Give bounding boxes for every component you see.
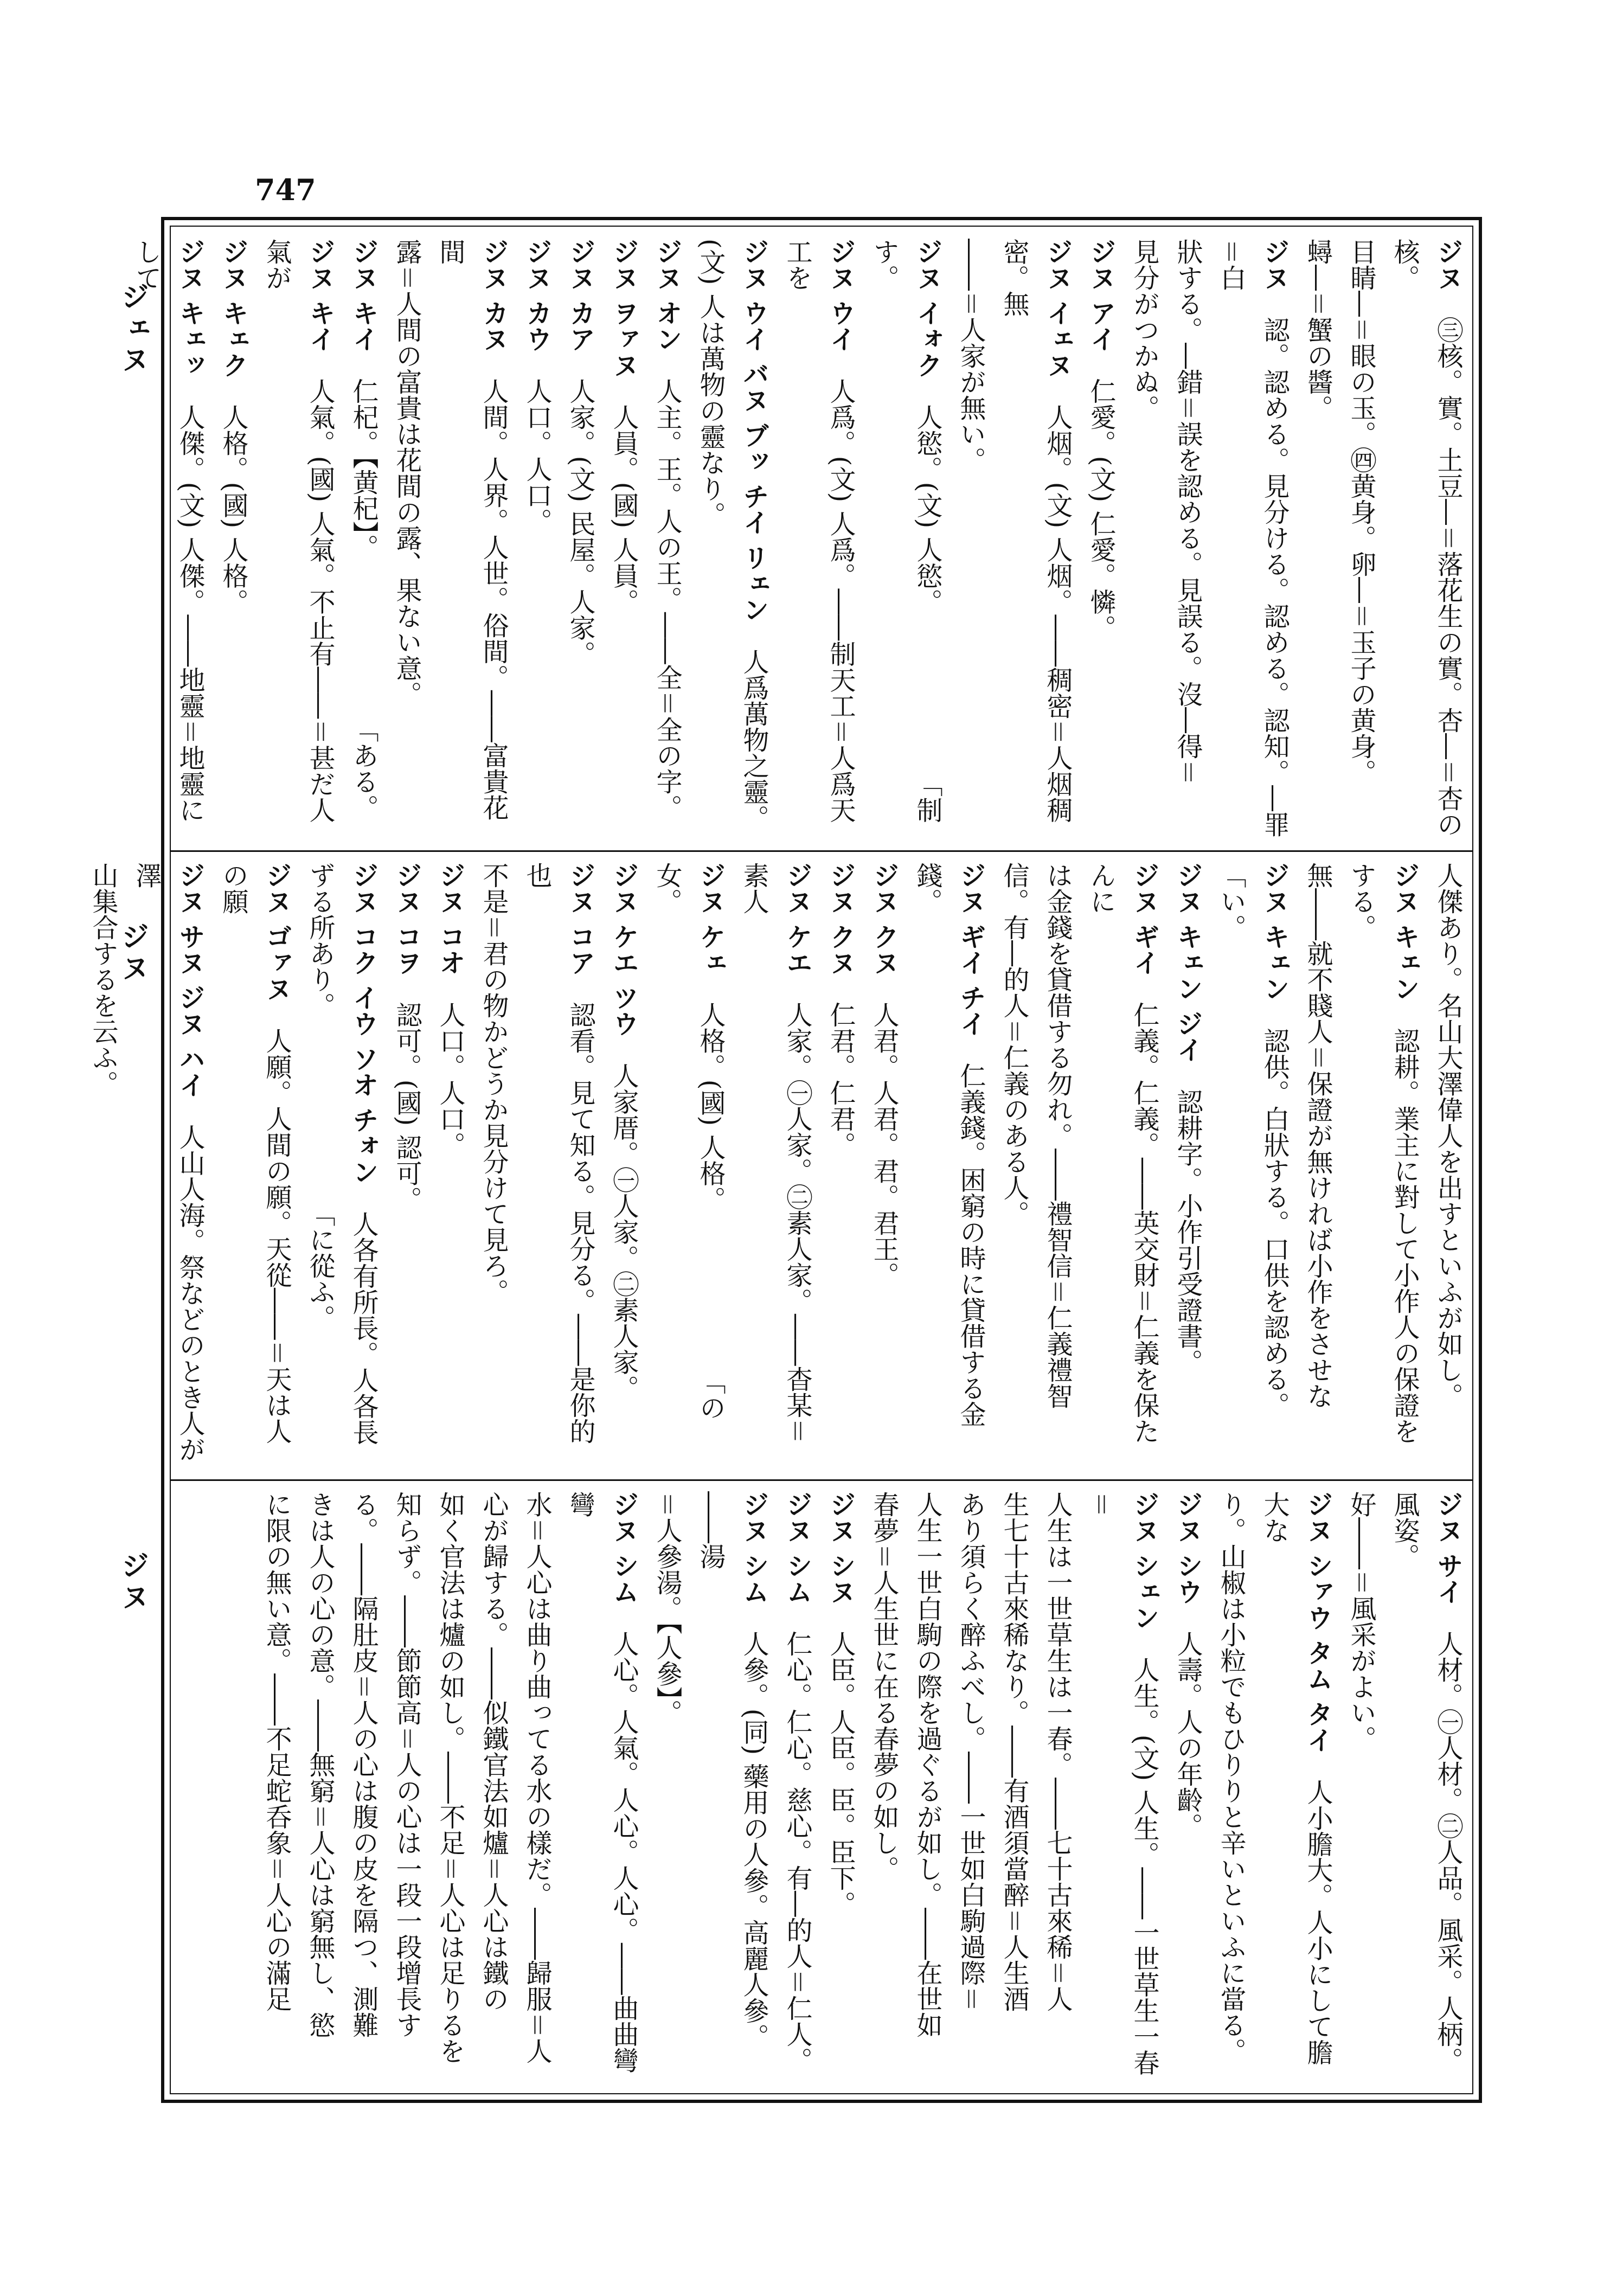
dictionary-entry bbox=[1209, 1491, 1253, 2088]
entry-reading: ジヌ ケェ bbox=[695, 862, 726, 1002]
entry-definition: 人傑あり。名山大澤偉人を出すといふが如し。 bbox=[1433, 862, 1463, 1409]
entry-definition: 人願。人間の願。天從――＝天は人の願 bbox=[218, 862, 292, 1444]
entry-definition: 露＝人間の富貴は花間の露、果ない意。 bbox=[392, 239, 422, 708]
dictionary-entry bbox=[645, 862, 732, 1470]
entry-definition: 狀する。―錯＝誤を認める。見誤る。沒―得＝ bbox=[1172, 239, 1203, 786]
entry-reading: ジヌ キイ bbox=[348, 239, 379, 378]
side-label-section-1: ジェヌ bbox=[116, 282, 149, 376]
entry-reading: ジヌ キイ bbox=[305, 239, 335, 378]
dictionary-entry bbox=[732, 239, 775, 846]
entry-reading: ジヌ キェッ bbox=[175, 239, 205, 404]
dictionary-entry bbox=[992, 1491, 1036, 2088]
entry-reading: ジヌ カヌ bbox=[478, 239, 509, 378]
entry-definition: 仁君。仁君。 bbox=[825, 1001, 856, 1158]
entry-definition: 人爲萬物之靈。 bbox=[739, 648, 769, 831]
entry-definition: 人格。(國) 人格。 bbox=[218, 403, 248, 615]
entry-definition: あり須らく醉ふべし。――一世如白駒過際＝ bbox=[955, 1491, 986, 2012]
entry-reading: ジヌ シム bbox=[782, 1491, 812, 1631]
dictionary-entry bbox=[1079, 1491, 1166, 2088]
entry-definition: 人小膽大。人小にして膽大な bbox=[1259, 1491, 1333, 2066]
dictionary-entry bbox=[602, 239, 645, 846]
entry-reading: ジヌ シウ bbox=[1172, 1491, 1203, 1631]
entry-definition: 春夢＝人生世に在る春夢の如し。 bbox=[869, 1491, 899, 1882]
entry-reading: ジヌ シヌ bbox=[825, 1491, 856, 1631]
dictionary-entry bbox=[645, 1491, 689, 2088]
dictionary-entry bbox=[775, 1491, 819, 2088]
entry-definition: 認耕。業主に對して小作人の保證をする。 bbox=[1346, 862, 1420, 1444]
entry-definition: 人參。(同) 藥用の人參。高麗人參。――湯 bbox=[695, 1491, 769, 2050]
section-divider bbox=[170, 1479, 1473, 1481]
dictionary-entry bbox=[949, 1491, 992, 2088]
dictionary-entry bbox=[1253, 1491, 1339, 2088]
dictionary-entry bbox=[992, 239, 1079, 846]
dictionary-entry bbox=[211, 862, 298, 1470]
dictionary-entry bbox=[732, 862, 819, 1470]
entry-definition: 認耕字。小作引受證書。 bbox=[1172, 1088, 1203, 1375]
entry-definition: 知らず。――節節高＝人の心は一段一段增長す bbox=[392, 1491, 422, 2038]
entry-definition: 人材。㊀人材。㊁人品。風采。人柄。風姿。 bbox=[1389, 1491, 1463, 2073]
side-label-section-2: ジヌ bbox=[116, 922, 149, 985]
entry-definition: 人慾。(文) 人慾。 「制す。 bbox=[869, 239, 942, 823]
dictionary-entry bbox=[1036, 1491, 1079, 2088]
dictionary-entry bbox=[689, 1491, 775, 2088]
dictionary-entry bbox=[125, 862, 211, 1470]
entry-definition: 人各有所長。人各長 bbox=[348, 1210, 379, 1445]
entry-reading: ジヌ ヲァヌ bbox=[608, 239, 639, 404]
entry-definition: 見分がつかぬ。 bbox=[1129, 239, 1159, 421]
entry-definition: 人傑。(文) 人傑。――地靈＝地靈にして bbox=[131, 239, 205, 823]
entry-reading: ジヌ サヌ ジヌ ハイ bbox=[175, 862, 205, 1124]
entry-reading: ジヌ キェン ジイ bbox=[1172, 862, 1203, 1089]
entry-reading: ジヌ bbox=[1259, 239, 1290, 317]
dictionary-entry bbox=[1036, 862, 1079, 1470]
dictionary-entry bbox=[342, 1491, 385, 2088]
entry-definition: 人臣。人臣。臣。臣下。 bbox=[825, 1630, 856, 1917]
dictionary-entry bbox=[949, 239, 992, 846]
dictionary-entry bbox=[472, 862, 515, 1470]
entry-definition: 認。認める。見分ける。認める。認知。―罪＝白 bbox=[1216, 239, 1290, 837]
dictionary-section-3 bbox=[174, 1491, 1470, 2088]
dictionary-entry bbox=[211, 239, 255, 846]
entry-definition: 好――＝風采がよい。 bbox=[1346, 1491, 1376, 1752]
entry-reading: ジヌ ゴァヌ bbox=[261, 862, 292, 1028]
entry-reading: ジヌ ギイ bbox=[1129, 862, 1159, 1002]
entry-reading: ジヌ シァウ タム タイ bbox=[1303, 1491, 1333, 1779]
entry-definition: 人家。(文) 民屋。人家。 bbox=[565, 377, 595, 667]
entry-reading: ジヌ クヌ bbox=[869, 862, 899, 1002]
entry-reading: ジヌ キェン bbox=[1389, 862, 1420, 1028]
section-divider bbox=[170, 850, 1473, 852]
entry-reading: ジヌ キェン bbox=[1259, 862, 1290, 1028]
dictionary-entry bbox=[1166, 239, 1209, 846]
entry-definition: 認可。(國) 認可。 bbox=[392, 1001, 422, 1213]
dictionary-entry bbox=[819, 862, 862, 1470]
entry-definition: ＝人參湯。【人參】。 bbox=[652, 1491, 682, 1726]
dictionary-entry bbox=[515, 862, 602, 1470]
entry-definition: 蟳―＝蟹の醬。 bbox=[1303, 239, 1333, 421]
entry-definition: 仁杞。【黄杞】。 「ある。 bbox=[348, 377, 379, 820]
entry-definition: 人山人海。祭などのとき人が澤 bbox=[131, 862, 205, 1463]
entry-definition: 人口。人口。 bbox=[522, 377, 552, 534]
entry-reading: ジヌ カウ bbox=[522, 239, 552, 378]
entry-definition: 無――就不賤人＝保證が無ければ小作をさせな bbox=[1303, 862, 1333, 1409]
dictionary-entry bbox=[906, 1491, 949, 2088]
entry-reading: ジヌ コヲ bbox=[392, 862, 422, 1002]
entry-definition: きは人の心の意。――無窮＝人心は窮無し、慾 bbox=[305, 1491, 335, 2038]
entry-definition: ――＝人家が無い。 bbox=[955, 239, 986, 473]
entry-reading: ジヌ ウイ bbox=[825, 239, 856, 378]
entry-definition: 仁義。仁義。――英交財＝仁義を保たんに bbox=[1086, 862, 1159, 1444]
dictionary-entry bbox=[298, 862, 342, 1470]
entry-definition: 信。有―的人＝仁義のある人。 bbox=[999, 862, 1029, 1227]
dictionary-entry bbox=[906, 862, 992, 1470]
dictionary-entry bbox=[472, 1491, 515, 2088]
dictionary-entry bbox=[1122, 239, 1166, 846]
entry-reading: ジヌ ケエ ツウ bbox=[608, 862, 639, 1063]
entry-definition: る。――隔肚皮＝人の心は腹の皮を隔つ、測難 bbox=[348, 1491, 379, 2038]
entry-reading: ジヌ コク イウ ソオ チォン bbox=[348, 862, 379, 1211]
dictionary-entry bbox=[689, 239, 732, 846]
entry-definition: 山集合するを云ふ。 bbox=[88, 862, 118, 1096]
entry-definition: 人主。王。人の王。――全＝全の字。 bbox=[652, 377, 682, 820]
dictionary-entry bbox=[385, 862, 428, 1470]
dictionary-entry bbox=[1339, 1491, 1383, 2088]
dictionary-entry bbox=[1079, 862, 1166, 1470]
entry-definition: 人爲。(文) 人爲。――制天工＝人爲天工を bbox=[782, 239, 856, 823]
entry-definition: 人生一世白駒の際を過ぐるが如し。――在世如 bbox=[912, 1491, 942, 2038]
entry-definition: り。山椒は小粒でもひりりと辛いといふに當る。 bbox=[1216, 1491, 1246, 2064]
entry-definition: 人格。(國) 人格。 「の女。 bbox=[652, 862, 726, 1421]
dictionary-entry bbox=[298, 1491, 342, 2088]
page-number: 747 bbox=[255, 172, 316, 207]
dictionary-entry bbox=[862, 1491, 906, 2088]
dictionary-entry bbox=[1296, 862, 1339, 1470]
entry-reading: ジヌ ギイ チイ bbox=[955, 862, 986, 1063]
dictionary-entry bbox=[515, 239, 559, 846]
dictionary-entry bbox=[428, 1491, 472, 2088]
dictionary-entry bbox=[1383, 239, 1470, 846]
entry-definition: 如く官法は爐の如し。――不足＝人心は足りるを bbox=[435, 1491, 465, 2064]
entry-definition: 人生。(文) 人生。――一世草生一春＝ bbox=[1086, 1491, 1159, 2076]
dictionary-entry bbox=[342, 239, 385, 846]
dictionary-entry bbox=[602, 862, 645, 1470]
entry-definition: 人烟。(文) 人烟。――稠密＝人烟稠密。無 bbox=[999, 239, 1073, 823]
entry-definition: 水＝人心は曲り曲ってる水の樣だ。――歸服＝人 bbox=[522, 1491, 552, 2064]
dictionary-entry bbox=[1339, 862, 1426, 1470]
entry-reading: ジヌ bbox=[1433, 239, 1463, 317]
dictionary-entry bbox=[862, 239, 949, 846]
dictionary-entry bbox=[1296, 239, 1339, 846]
entry-reading: ジヌ ケエ bbox=[782, 862, 812, 1002]
dictionary-entry bbox=[1339, 239, 1383, 846]
dictionary-entry bbox=[1209, 862, 1296, 1470]
entry-reading: ジヌ ウイ バヌ ブッ チイ リェン bbox=[739, 239, 769, 649]
entry-reading: ジヌ コア bbox=[565, 862, 595, 1002]
dictionary-entry bbox=[775, 239, 862, 846]
dictionary-entry bbox=[992, 862, 1036, 1470]
entry-definition: 仁愛。(文) 仁愛。憐。 bbox=[1086, 377, 1116, 641]
entry-reading: ジヌ コオ bbox=[435, 862, 465, 1002]
entry-definition: 人口。人口。 bbox=[435, 1001, 465, 1158]
dictionary-entry bbox=[81, 862, 125, 1470]
entry-definition: 不是＝君の物かどうか見分けて見ろ。 bbox=[478, 862, 509, 1305]
entry-definition: 人心。人氣。人心。人心。――曲曲彎彎 bbox=[565, 1491, 639, 2073]
entry-definition: 人生は一世草生は一春。――七十古來稀＝人 bbox=[1042, 1491, 1073, 2012]
entry-reading: ジヌ クヌ bbox=[825, 862, 856, 1002]
entry-definition: 生七十古來稀なり。――有酒須當醉＝人生酒 bbox=[999, 1491, 1029, 2012]
dictionary-entry bbox=[1166, 862, 1209, 1470]
entry-definition: に限の無い意。――不足蛇呑象＝人心の滿足 bbox=[261, 1491, 292, 2012]
entry-reading: ジヌ オン bbox=[652, 239, 682, 378]
entry-reading: ジヌ キェク bbox=[218, 239, 248, 404]
entry-reading: ジヌ イェヌ bbox=[1042, 239, 1073, 404]
entry-reading: ジヌ カア bbox=[565, 239, 595, 378]
dictionary-entry bbox=[385, 239, 428, 846]
entry-definition: 認看。見て知る。見分る。――是你的也 bbox=[522, 862, 595, 1444]
dictionary-entry bbox=[125, 239, 211, 846]
entry-definition: 認供。白狀する。口供を認める。 「い。 bbox=[1216, 862, 1290, 1431]
dictionary-entry bbox=[819, 1491, 862, 2088]
entry-reading: ジヌ イォク bbox=[912, 239, 942, 404]
dictionary-entry bbox=[559, 239, 602, 846]
side-label-section-3: ジヌ bbox=[116, 1551, 149, 1614]
dictionary-entry bbox=[515, 1491, 559, 2088]
entry-definition: 人間。人界。人世。俗間。――富貴花間 bbox=[435, 239, 509, 820]
dictionary-entry bbox=[428, 862, 472, 1470]
dictionary-section-2 bbox=[88, 862, 1470, 1470]
entry-reading: ジヌ シェン bbox=[1129, 1491, 1159, 1657]
entry-definition: は金錢を貸借する勿れ。――禮智信＝仁義禮智 bbox=[1042, 862, 1073, 1409]
dictionary-entry bbox=[862, 862, 906, 1470]
dictionary-entry bbox=[1426, 862, 1470, 1470]
entry-definition: ずる所あり。 「に從ふ。 bbox=[305, 862, 335, 1331]
entry-definition: (文) 人は萬物の靈なり。 bbox=[695, 239, 726, 528]
entry-definition: 人員。(國) 人員。 bbox=[608, 403, 639, 615]
dictionary-entry bbox=[1209, 239, 1296, 846]
entry-reading: ジヌ シム bbox=[739, 1491, 769, 1631]
dictionary-entry bbox=[645, 239, 689, 846]
dictionary-entry bbox=[428, 239, 515, 846]
entry-definition: 目睛―＝眼の玉。㊃黄身。卵―＝玉子の黄身。 bbox=[1346, 239, 1376, 786]
entry-reading: ジヌ アイ bbox=[1086, 239, 1116, 378]
dictionary-entry bbox=[255, 1491, 298, 2088]
dictionary-entry bbox=[342, 862, 385, 1470]
entry-definition: 人家厝。㊀人家。㊁素人家。 bbox=[608, 1062, 639, 1401]
dictionary-entry bbox=[1079, 239, 1122, 846]
entry-definition: 人壽。人の年齡。 bbox=[1172, 1630, 1203, 1839]
dictionary-entry bbox=[385, 1491, 428, 2088]
entry-definition: 心が歸する。――似鐵官法如爐＝人心は鐵の bbox=[478, 1491, 509, 2012]
dictionary-entry bbox=[559, 1491, 645, 2088]
dictionary-entry bbox=[255, 239, 342, 846]
entry-reading: ジヌ サイ bbox=[1433, 1491, 1463, 1631]
entry-definition: 人氣。(國) 人氣。不止有――＝甚だ人氣が bbox=[261, 239, 335, 823]
entry-reading: ジヌ シム bbox=[608, 1491, 639, 1631]
entry-definition: 仁義錢。困窮の時に貸借する金錢。 bbox=[912, 862, 986, 1427]
entry-definition: ㊂核。實。土豆―＝落花生の實。杏―＝杏の核。 bbox=[1389, 239, 1463, 838]
entry-definition: 人家。㊀人家。㊁素人家。――杳某＝素人 bbox=[739, 862, 812, 1444]
entry-definition: 人君。人君。君。君王。 bbox=[869, 1001, 899, 1288]
dictionary-entry bbox=[1166, 1491, 1209, 2088]
dictionary-entry bbox=[1383, 1491, 1470, 2088]
entry-definition: 仁心。仁心。慈心。有―的人＝仁人。 bbox=[782, 1630, 812, 2073]
